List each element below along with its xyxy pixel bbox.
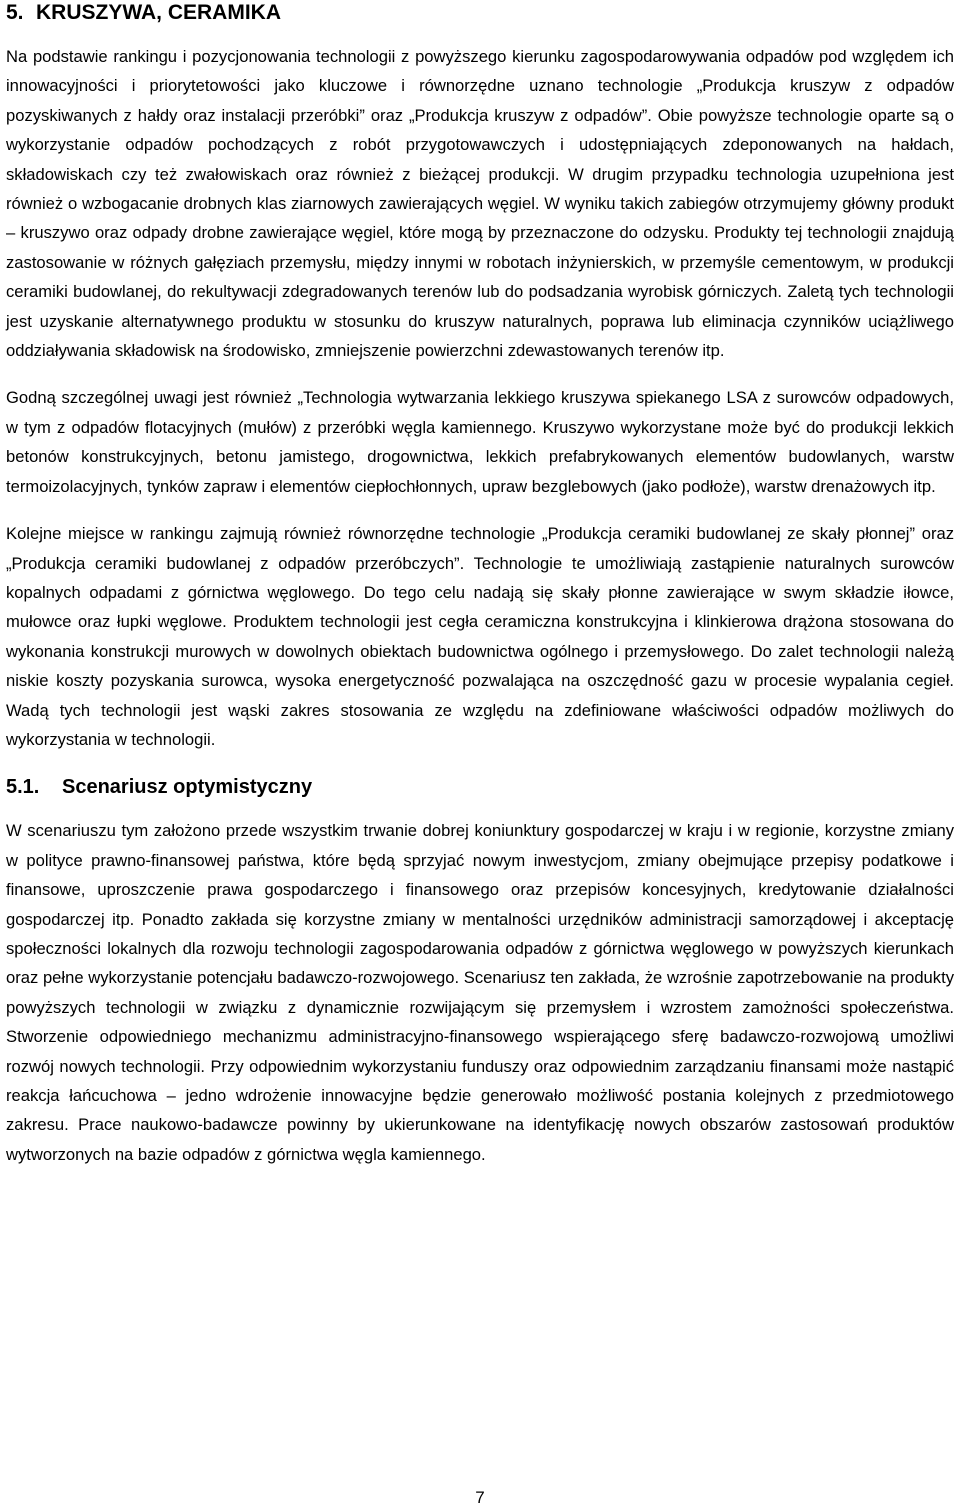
paragraph-ceramics: Kolejne miejsce w rankingu zajmują również równorzędne technologie „Produkcja ceramiki budowlanej ze skały płonnej” oraz „Produkcja ceramiki budowlanej z odpadów przeróbczych”. Technologie te umożliwiają zastąpienie naturalnych surowców kopalnych odpadami z górnictwa węglowego. Do tego celu nadają się skały płonne zawierające w swym składzie iłowce, mułowce oraz łupki węglowe. Produktem technologii jest cegła ceramiczna konstrukcyjna i klinkierowa drążona stosowana do wykonania konstrukcji murowych w dowolnych obiektach budownictwa ogólnego i przemysłowego. Do zalet technologii należą niskie koszty pozyskania surowca, wysoka energetyczność pozwalająca na oszczędność gazu w procesie wypalania cegieł. Wadą tych technologii jest wąski zakres stosowania ze względu na zdefiniowane właściwości odpadów możliwych do wykorzystania w technologii. (6, 524, 954, 749)
paragraph-lsa-technology: Godną szczególnej uwagi jest również „Technologia wytwarzania lekkiego kruszywa spiekanego LSA z surowców odpadowych, w tym z odpadów flotacyjnych (mułów) z przeróbki węgla kamiennego. Kruszywo wykorzystane może być do produkcji lekkich betonów konstrukcyjnych, betonu jamistego, drogownictwa, lekkich prefabrykowanych elementów budowlanych, warstw termoizolacyjnych, tynków zapraw i elementów ciepłochłonnych, upraw bezglebowych (jako podłoże), warstw drenażowych itp. (6, 388, 954, 496)
section-title: KRUSZYWA, CERAMIKA (36, 1, 281, 24)
paragraph-optimistic-scenario: W scenariuszu tym założono przede wszystkim trwanie dobrej koniunktury gospodarczej w kraju i w regionie, korzystne zmiany w polityce prawno-finansowej państwa, które będą sprzyjać nowym inwestycjom, zmiany obejmujące przepisy podatkowe i finansowe, uproszczenie prawa gospodarczego i finansowego oraz przepisów koncesyjnych, kredytowanie działalności gospodarczej itp. Ponadto zakłada się korzystne zmiany w mentalności urzędników administracji samorządowej i akceptację społeczności lokalnych dla rozwoju technologii zagospodarowania odpadów z górnictwa węglowego w powyższych kierunkach oraz pełne wykorzystanie potencjału badawczo-rozwojowego. Scenariusz ten zakłada, że wzrośnie zapotrzebowanie na produkty powyższych technologii w związku z dynamicznie rozwijającym się przemysłem i wzrostem zamożności społeczeństwa. Stworzenie odpowiedniego mechanizmu administracyjno-finansowego wspierającego sferę badawczo-rozwojową umożliwi rozwój nowych technologii. Przy odpowiednim wykorzystaniu funduszy oraz odpowiednim zarządzaniu finansami może nastąpić reakcja łańcuchowa – jedno wdrożenie innowacyjne będzie generowało możliwość postania kolejnych z przedmiotowego zakresu. Prace naukowo-badawcze powinny by ukierunkowane na identyfikację nowych obszarów zastosowań produktów wytworzonych na bazie odpadów z górnictwa węgla kamiennego. (6, 821, 954, 1164)
section-heading (6, 0, 954, 26)
subsection-number: 5.1. (6, 776, 40, 799)
section-number: 5. (6, 1, 24, 24)
subsection-title: Scenariusz optymistyczny (62, 776, 313, 799)
document-page (6, 0, 954, 1169)
subsection-heading (6, 774, 954, 800)
page-number: 7 (475, 1488, 485, 1507)
paragraph-aggregates: Na podstawie rankingu i pozycjonowania technologii z powyższego kierunku zagospodarowywania odpadów pod względem ich innowacyjności i priorytetowości jako kluczowe i równorzędne uznano technologie „Produkcja kruszyw z odpadów pozyskiwanych z hałdy oraz instalacji przeróbki” oraz „Produkcja kruszyw z odpadów”. Obie powyższe technologie oparte są o wykorzystanie odpadów pochodzących z robót przygotowawczych i udostępniających zdeponowanych na hałdach, składowiskach czy też zwałowiskach oraz również z bieżącej produkcji. W drugim przypadku technologia uzupełniona jest również o wzbogacanie drobnych klas ziarnowych zawierających węgiel. W wyniku takich zabiegów otrzymujemy główny produkt – kruszywo oraz odpady drobne zawierające węgiel, które mogą by przeznaczone do odzysku. Produkty tej technologii znajdują zastosowanie w różnych gałęziach przemysłu, między innymi w robotach inżynierskich, w przemyśle cementowym, w produkcji ceramiki budowlanej, do rekultywacji zdegradowanych terenów lub do podsadzania wyrobisk górniczych. Zaletą tych technologii jest uzyskanie alternatywnego produktu w stosunku do kruszyw naturalnych, poprawa lub eliminacja czynników uciążliwego oddziaływania składowisk na środowisko, zmniejszenie powierzchni zdewastowanych terenów itp. (6, 47, 954, 361)
